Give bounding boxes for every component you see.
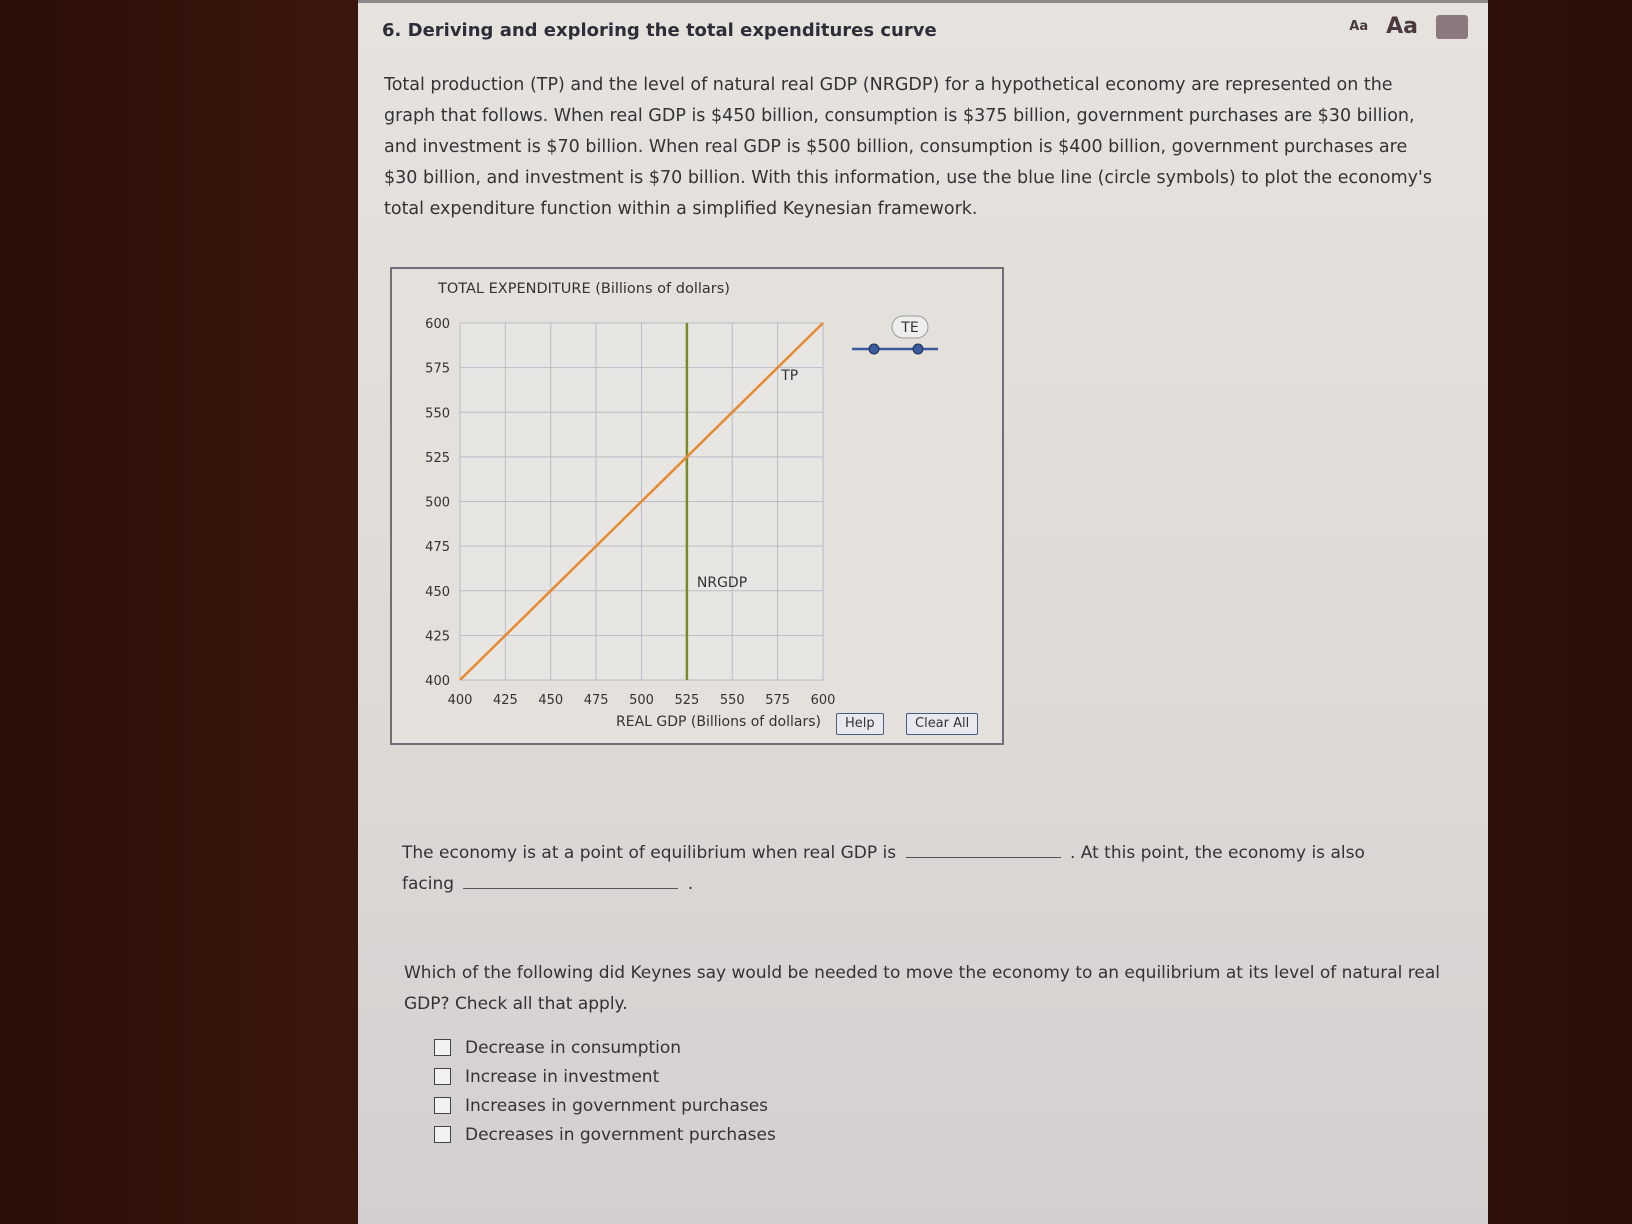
x-tick-label: 450 (538, 693, 564, 708)
font-size-large-button[interactable]: Aa (1386, 14, 1418, 39)
question-page (358, 0, 1488, 1224)
option-increase-investment[interactable] (434, 1062, 776, 1091)
question-intro: Total production (TP) and the level of natural real GDP (NRGDP) for a hypothetical economy are represented on the graph that follows. When real GDP is $450 billion, consumption is $375 billion, government purchases are $30 billion, and investment is $70 billion. When real GDP is $500 billion, consumption is $400 billion, government purchases are $30 billion, and investment is $70 billion. With this information, use the blue line (circle symbols) to plot the economy's total expenditure function within a simplified Keynesian framework. (384, 75, 1432, 219)
te-tool-point[interactable] (869, 344, 879, 354)
option-decrease-government-purchases[interactable] (434, 1120, 776, 1149)
option-decrease-consumption[interactable] (434, 1033, 776, 1062)
font-size-small-button[interactable]: Aa (1349, 19, 1369, 34)
tp-label: TP (781, 368, 799, 385)
toolbar (1349, 14, 1468, 39)
te-legend-label: TE (901, 320, 919, 336)
x-tick-label: 500 (629, 693, 654, 708)
top-divider (358, 0, 1488, 3)
equilibrium-gdp-dropdown[interactable] (906, 843, 1061, 858)
q1-text-end: . (687, 874, 694, 894)
y-tick-label: 500 (425, 495, 450, 511)
y-tick-label: 550 (425, 406, 450, 422)
x-tick-label: 550 (719, 693, 745, 708)
x-tick-label: 400 (447, 693, 473, 708)
checkbox[interactable] (434, 1039, 451, 1056)
x-tick-label: 575 (765, 693, 791, 708)
y-axis-title: TOTAL EXPENDITURE (Billions of dollars) (438, 281, 730, 297)
keynes-options (434, 1033, 776, 1149)
question-title: 6. Deriving and exploring the total expenditures curve (382, 20, 937, 41)
y-tick-label: 525 (425, 450, 450, 466)
te-tool-point[interactable] (913, 344, 923, 354)
clear-all-button[interactable]: Clear All (906, 713, 978, 735)
option-label: Decreases in government purchases (465, 1124, 776, 1145)
y-tick-label: 400 (425, 674, 450, 689)
y-tick-label: 450 (425, 584, 450, 600)
q1-text-before: The economy is at a point of equilibrium when real GDP is (402, 843, 897, 863)
option-label: Increases in government purchases (465, 1095, 769, 1116)
x-axis-title: REAL GDP (Billions of dollars) (616, 714, 821, 730)
print-icon[interactable] (1436, 15, 1468, 39)
y-tick-label: 575 (425, 361, 450, 377)
x-tick-label: 525 (674, 693, 700, 708)
checkbox[interactable] (434, 1126, 451, 1143)
x-tick-label: 600 (810, 693, 836, 708)
y-tick-label: 600 (425, 317, 450, 332)
y-tick-label: 475 (425, 540, 450, 556)
graph-panel (390, 267, 1004, 745)
keynes-question: Which of the following did Keynes say would be needed to move the economy to an equilibrium at its level of natural real GDP? Check all that apply. (404, 963, 1441, 1014)
gap-type-dropdown[interactable] (463, 874, 678, 889)
q1-text-middle: . At this point, the economy is also facing (402, 843, 1365, 894)
option-label: Increase in investment (465, 1066, 660, 1087)
nrgdp-label: NRGDP (696, 575, 748, 592)
y-tick-label: 425 (425, 629, 450, 645)
option-increase-government-purchases[interactable] (434, 1091, 776, 1120)
help-button[interactable]: Help (836, 713, 884, 735)
equilibrium-question (402, 838, 1402, 900)
x-tick-label: 425 (492, 693, 518, 708)
x-tick-label: 475 (583, 693, 609, 708)
checkbox[interactable] (434, 1097, 451, 1114)
te-chart[interactable] (392, 269, 1002, 743)
checkbox[interactable] (434, 1068, 451, 1085)
option-label: Decrease in consumption (465, 1037, 682, 1058)
